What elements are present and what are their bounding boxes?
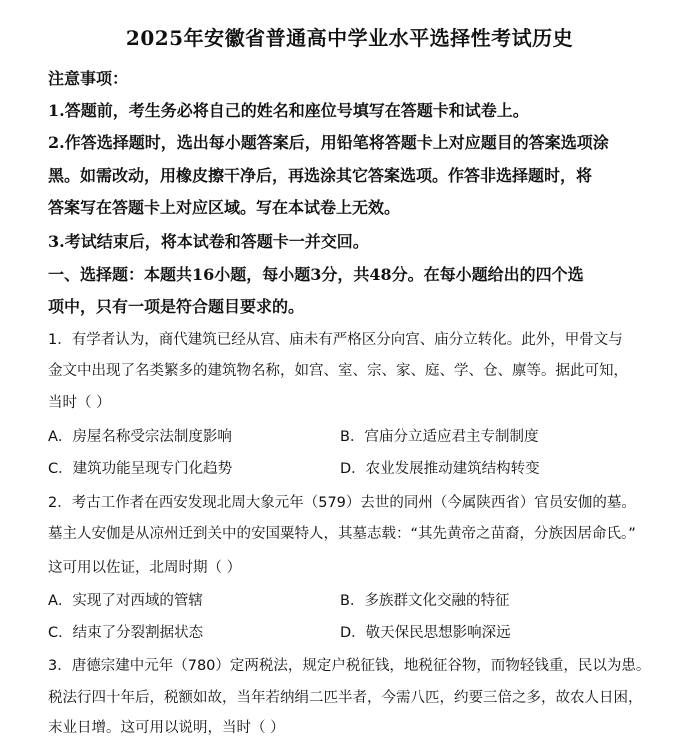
q2-stem-line-3: 这可用以佐证，北周时期（ ） — [48, 560, 242, 576]
q3-stem-line-1: 3．唐德宗建中元年（780）定两税法，规定户税征钱，地税征谷物，而物轻钱重，民以为患。 — [48, 658, 651, 674]
q2-stem-line-1: 2．考古工作者在西安发现北周大象元年（579）去世的同州（今属陕西省）官员安伽的墓。 — [48, 495, 636, 511]
notice-heading: 注意事项： — [48, 69, 129, 88]
exam-title: 2025年安徽省普通高中学业水平选择性考试历史 — [125, 26, 574, 50]
q1-stem-line-2: 金文中出现了名类繁多的建筑物名称，如宫、室、宗、家、庭、学、仓、廪等。据此可知， — [48, 363, 628, 379]
q2-option-c[interactable]: C．结束了分裂割据状态 — [48, 625, 204, 641]
q2-option-a[interactable]: A．实现了对西域的管辖 — [48, 593, 203, 609]
q2-stem-line-2: 墓主人安伽是从凉州迁到关中的安国粟特人，其墓志载：“其先黄帝之苗裔，分族因居命氏。” — [48, 526, 636, 542]
q3-stem-line-3: 末业日增。这可用以说明，当时（ ） — [48, 720, 285, 736]
q1-stem-line-1: 1．有学者认为，商代建筑已经从宫、庙未有严格区分向宫、庙分立转化。此外，甲骨文与 — [48, 332, 623, 348]
q1-option-a[interactable]: A．房屋名称受宗法制度影响 — [48, 429, 232, 445]
q1-option-b[interactable]: B．宫庙分立适应君主专制制度 — [340, 429, 539, 445]
q1-stem-line-3: 当时（ ） — [48, 395, 111, 411]
notice-line-2: 2.作答选择题时，选出每小题答案后，用铅笔将答题卡上对应题目的答案选项涂 — [48, 133, 609, 152]
notice-line-5: 3.考试结束后，将本试卷和答题卡一并交回。 — [48, 232, 369, 251]
notice-line-3: 黑。如需改动，用橡皮擦干净后，再选涂其它答案选项。作答非选择题时，将 — [48, 166, 593, 185]
notice-line-4: 答案写在答题卡上对应区域。写在本试卷上无效。 — [48, 198, 401, 217]
q3-stem-line-2: 税法行四十年后，税额如故，当年若纳绢二匹半者，今需八匹，约要三倍之多，故农人日困， — [48, 690, 643, 706]
q1-option-c[interactable]: C．建筑功能呈现专门化趋势 — [48, 461, 233, 477]
section-heading-line-2: 项中，只有一项是符合题目要求的。 — [48, 297, 305, 316]
q2-option-d[interactable]: D．敬天保民思想影响深远 — [340, 625, 511, 641]
section-heading-line-1: 一、选择题：本题共16小题，每小题3分，共48分。在每小题给出的四个选 — [48, 265, 584, 284]
q1-option-d[interactable]: D．农业发展推动建筑结构转变 — [340, 461, 540, 477]
notice-line-1: 1.答题前，考生务必将自己的姓名和座位号填写在答题卡和试卷上。 — [48, 101, 529, 120]
q2-option-b[interactable]: B．多族群文化交融的特征 — [340, 593, 510, 609]
